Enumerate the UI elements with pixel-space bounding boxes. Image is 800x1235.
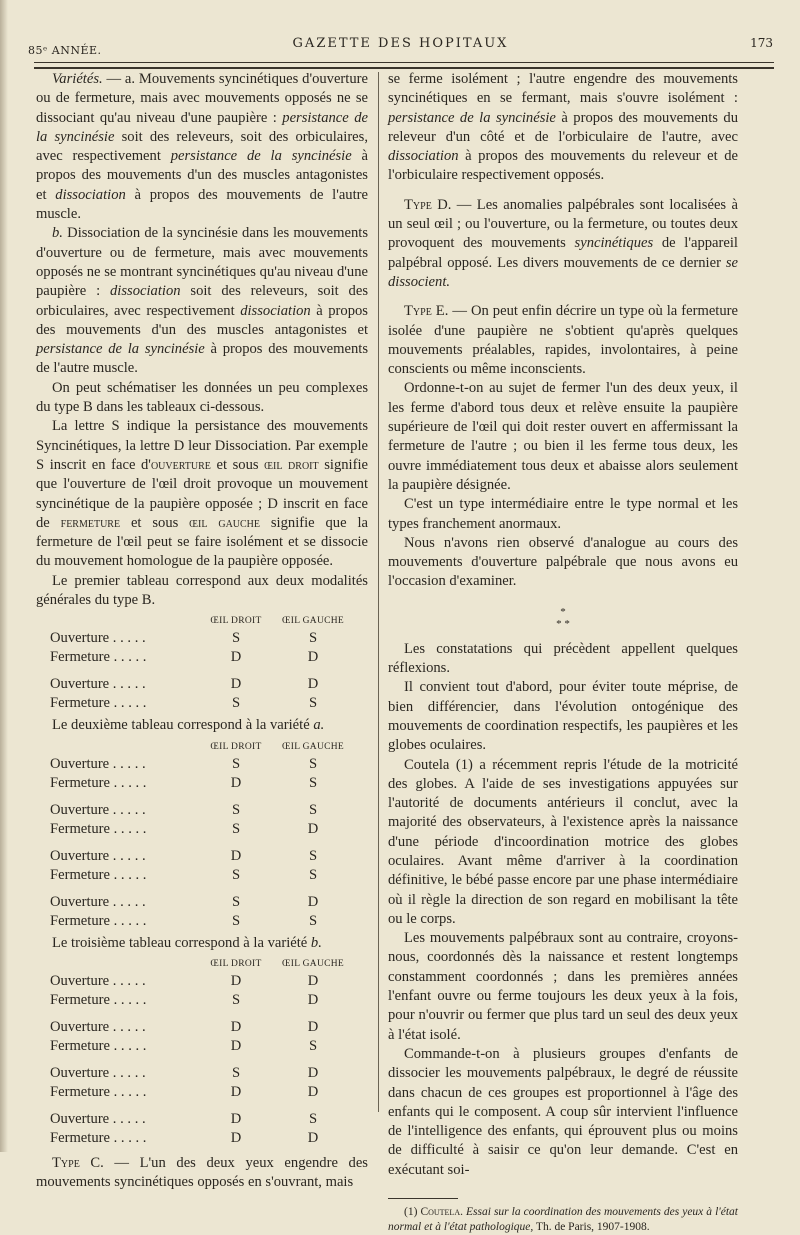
paragraph-type-d: Type D. — Les anomalies palpébrales sont localisées à un seul œil ; ou l'ouverture, ou la fermeture, ou toutes deux provoquent des mouvements syncinétiques de l'appareil palpébral opposé. Les divers mouvements de ce dernier se dissocient.: [388, 196, 738, 290]
col-header-oeil-droit: ŒIL DROIT: [210, 616, 262, 627]
value-oeil-droit: S: [231, 820, 241, 837]
table-row: [50, 991, 352, 1010]
section-break-stars: * * *: [556, 605, 570, 630]
row-label: Fermeture . . . . .: [50, 1083, 147, 1100]
binding-shadow: [0, 0, 8, 1152]
value-oeil-droit: S: [231, 695, 241, 712]
value-oeil-droit: D: [230, 676, 242, 693]
footnote-rule: [388, 1198, 458, 1199]
col-header-oeil-droit: ŒIL DROIT: [210, 741, 262, 752]
header-rule-thin: [34, 62, 774, 63]
table-row: [50, 893, 352, 912]
row-label: Fermeture . . . . .: [50, 695, 147, 712]
paragraph-intermediaire: C'est un type intermédiaire entre le type normal et les types franchement anormaux.: [388, 496, 738, 532]
journal-title: GAZETTE DES HOPITAUX: [292, 36, 509, 51]
table-header-row: [50, 956, 352, 972]
paragraph-commande: Commande-t-on à plusieurs groupes d'enfants de dissocier les mouvements palpébraux, le degré de réussite dans chacun de ces groupes est proportionnel à l'âge des enfants qui le composent. A coup sûr intervient l'influence de l'intelligence des enfants, qui éprouvent plus ou moins de difficulté à saisir ce qu'on leur demande. C'est en exécutant soi-: [388, 1045, 738, 1178]
volume-year: 85ᵉ ANNÉE.: [28, 44, 102, 57]
row-label: Fermeture . . . . .: [50, 774, 147, 791]
footnote: (1) Coutela. Essai sur la coordination des mouvements des yeux à l'état normal et à l'état pathologique, Th. de Paris, 1907-1908.: [388, 1206, 738, 1234]
value-oeil-droit: S: [231, 866, 241, 883]
row-label: Ouverture . . . . .: [50, 847, 146, 864]
table-row: [50, 694, 352, 713]
row-label: Ouverture . . . . .: [50, 1018, 146, 1035]
table-row: [50, 972, 352, 991]
paragraph-palpebraux: Les mouvements palpébraux sont au contraire, croyons-nous, coordonnés dès la naissance et restent longtemps constamment coordonnés ; dans les premières années l'enfant ouvre ou ferme toujours les deux yeux à la fois, pour n'ouvrir ou fermer que plus tard un seul des deux yeux à l'état isolé.: [388, 930, 738, 1043]
table-type-b-general: [50, 613, 352, 713]
value-oeil-gauche: D: [307, 893, 319, 910]
table-row: [50, 1129, 352, 1148]
running-header: [28, 36, 773, 56]
row-label: Ouverture . . . . .: [50, 1064, 146, 1081]
table-header-blank: [50, 739, 198, 755]
value-oeil-droit: D: [230, 1083, 242, 1100]
table-variete-a: [50, 739, 352, 931]
header-rule-thick: [34, 67, 774, 69]
paragraph-table1-intro: Le premier tableau correspond aux deux modalités générales du type B.: [36, 572, 368, 609]
left-column: [36, 70, 368, 1193]
paragraph-variete-a: Variétés. — a. Mouvements syncinétiques d'ouverture ou de fermeture, mais avec mouvements opposés ne se dissociant qu'au niveau d'une paupière : persistance de la syncinésie soit des releveurs, soit des orbiculaires, avec respectivement persistance de la syncinésie à propos des mouvements d'un des muscles antagonistes et dissociation à propos des mouvements de l'autre muscle.: [36, 71, 368, 223]
paragraph-type-c-continued: se ferme isolément ; l'autre engendre des mouvements syncinétiques en se fermant, mais s'ouvre isolément : persistance de la syncinésie à propos des mouvements du releveur d'un côté et de l'orbiculaire de l'autre, avec dissociation à propos des mouvements du releveur et de l'orbiculaire respectivement opposés.: [388, 71, 738, 184]
table-row: [50, 648, 352, 667]
value-oeil-gauche: S: [308, 774, 318, 791]
table-variete-b: [50, 956, 352, 1148]
paragraph-observation: Nous n'avons rien observé d'analogue au cours des mouvements d'ouverture palpébrale que nous avons eu l'occasion d'examiner.: [388, 534, 738, 590]
paragraph-type-e: Type E. — On peut enfin décrire un type où la fermeture isolée d'une paupière ne s'obtient qu'après quelques mouvements préalables, rapides, involontaires, à peine conscients ou même inconscients.: [388, 303, 738, 378]
col-header-oeil-gauche: ŒIL GAUCHE: [281, 616, 345, 627]
row-label: Fermeture . . . . .: [50, 912, 147, 929]
value-oeil-gauche: D: [307, 972, 319, 989]
value-oeil-gauche: D: [307, 676, 319, 693]
row-label: Fermeture . . . . .: [50, 991, 147, 1008]
col-header-oeil-gauche: ŒIL GAUCHE: [281, 958, 345, 969]
column-divider: [378, 72, 379, 1112]
paragraph-differencier: Il convient tout d'abord, pour éviter toute méprise, de bien différencier, dans l'évolution ontogénique des mouvements de coordination respectifs, les paupières et les globes oculaires.: [388, 679, 738, 754]
value-oeil-gauche: S: [308, 801, 318, 818]
value-oeil-gauche: S: [308, 912, 318, 929]
value-oeil-gauche: S: [308, 1110, 318, 1127]
col-header-oeil-gauche: ŒIL GAUCHE: [281, 741, 345, 752]
paragraph-variete-b: b. Dissociation de la syncinésie dans les mouvements d'ouverture ou de fermeture, mais avec mouvements opposés ne se montrant syncinétiques qu'au niveau d'une paupière : dissociation soit des releveurs, soit des orbiculaires, avec respectivement dissociation à propos des mouvements d'un des muscles antagonistes et persistance de la syncinésie à propos des mouvements de l'autre muscle.: [36, 225, 368, 377]
value-oeil-gauche: S: [308, 630, 318, 647]
table-row: [50, 774, 352, 793]
value-oeil-droit: S: [231, 630, 241, 647]
table-header-blank: [50, 956, 198, 972]
row-label: Fermeture . . . . .: [50, 1037, 147, 1054]
row-label: Ouverture . . . . .: [50, 676, 146, 693]
paragraph-ordonne: Ordonne-t-on au sujet de fermer l'un des deux yeux, il les ferme d'abord tous deux et relève ensuite la paupière supérieure de l'œil qui doit rester ouvert en affermissant la fermeture de l'autre ; ou bien il les ferme tous deux, les ouvre immédiatement tous deux et abaisse alors seulement la paupière désignée.: [388, 380, 738, 493]
row-label: Ouverture . . . . .: [50, 972, 146, 989]
value-oeil-gauche: D: [307, 649, 319, 666]
value-oeil-gauche: S: [308, 755, 318, 772]
col-header-oeil-droit: ŒIL DROIT: [210, 958, 262, 969]
table-row: [50, 755, 352, 774]
value-oeil-droit: D: [230, 1110, 242, 1127]
value-oeil-droit: S: [231, 893, 241, 910]
paragraph-schema: On peut schématiser les données un peu complexes du type B dans les tableaux ci-dessous.: [36, 379, 368, 416]
paragraph-table3-intro: Le troisième tableau correspond à la variété b.: [52, 934, 322, 951]
table-row: [50, 866, 352, 885]
value-oeil-droit: D: [230, 972, 242, 989]
value-oeil-gauche: S: [308, 847, 318, 864]
table-header-row: [50, 613, 352, 629]
table-row: [50, 820, 352, 839]
table-row: [50, 801, 352, 820]
value-oeil-gauche: D: [307, 1083, 319, 1100]
value-oeil-droit: D: [230, 847, 242, 864]
value-oeil-gauche: D: [307, 1018, 319, 1035]
value-oeil-gauche: D: [307, 991, 319, 1008]
value-oeil-droit: S: [231, 755, 241, 772]
value-oeil-droit: D: [230, 1018, 242, 1035]
page-number: 173: [750, 36, 773, 50]
value-oeil-gauche: D: [307, 1064, 319, 1081]
paragraph-type-c: Type C. — L'un des deux yeux engendre des mouvements syncinétiques opposés en s'ouvrant, mais: [36, 1154, 368, 1191]
table-header-blank: [50, 613, 198, 629]
row-label: Fermeture . . . . .: [50, 820, 147, 837]
value-oeil-droit: S: [231, 1064, 241, 1081]
row-label: Fermeture . . . . .: [50, 1129, 147, 1146]
table-header-row: [50, 739, 352, 755]
row-label: Ouverture . . . . .: [50, 630, 146, 647]
row-label: Ouverture . . . . .: [50, 1110, 146, 1127]
right-column: [388, 70, 738, 1235]
row-label: Fermeture . . . . .: [50, 649, 147, 666]
value-oeil-droit: S: [231, 801, 241, 818]
table-row: [50, 1083, 352, 1102]
row-label: Ouverture . . . . .: [50, 755, 146, 772]
paragraph-coutela: Coutela (1) a récemment repris l'étude de la motricité des globes. A l'aide de ses investigations appuyées sur l'autorité de documents antérieurs il conclut, avec la majorité des observateurs, à l'existence après la naissance d'une période d'incoordination motrice des globes oculaires. Avant même d'arriver à la coordination définitive, le bébé passe encore par une phase intermédiaire où il règle la direction de son regard en mobilisant la tête ou le corps.: [388, 756, 738, 927]
table-row: [50, 1018, 352, 1037]
table-row: [50, 847, 352, 866]
row-label: Ouverture . . . . .: [50, 893, 146, 910]
table-row: [50, 1037, 352, 1056]
paragraph-reflexions: Les constatations qui précèdent appellent quelques réflexions.: [388, 640, 738, 677]
value-oeil-gauche: D: [307, 820, 319, 837]
value-oeil-gauche: S: [308, 866, 318, 883]
table-row: [50, 629, 352, 648]
value-oeil-gauche: S: [308, 1037, 318, 1054]
value-oeil-droit: D: [230, 1129, 242, 1146]
value-oeil-gauche: D: [307, 1129, 319, 1146]
row-label: Fermeture . . . . .: [50, 866, 147, 883]
table-row: [50, 1110, 352, 1129]
table-row: [50, 1064, 352, 1083]
value-oeil-droit: D: [230, 774, 242, 791]
value-oeil-droit: S: [231, 991, 241, 1008]
paragraph-legend: La lettre S indique la persistance des mouvements Syncinétiques, la lettre D leur Dissociation. Par exemple S inscrit en face d'ouverture et sous œil droit signifie que l'ouverture de l'œil droit provoque un mouvement syncinétique de la paupière opposée ; D inscrit en face de fermeture et sous œil gauche signifie que la fermeture de l'œil peut se faire isolément et se dissocie du mouvement homologue de la paupière opposée.: [36, 418, 368, 570]
paragraph-table2-intro: Le deuxième tableau correspond à la variété a.: [52, 717, 325, 734]
value-oeil-droit: S: [231, 912, 241, 929]
value-oeil-droit: D: [230, 649, 242, 666]
table-row: [50, 912, 352, 931]
row-label: Ouverture . . . . .: [50, 801, 146, 818]
value-oeil-droit: D: [230, 1037, 242, 1054]
value-oeil-gauche: S: [308, 695, 318, 712]
table-row: [50, 675, 352, 694]
